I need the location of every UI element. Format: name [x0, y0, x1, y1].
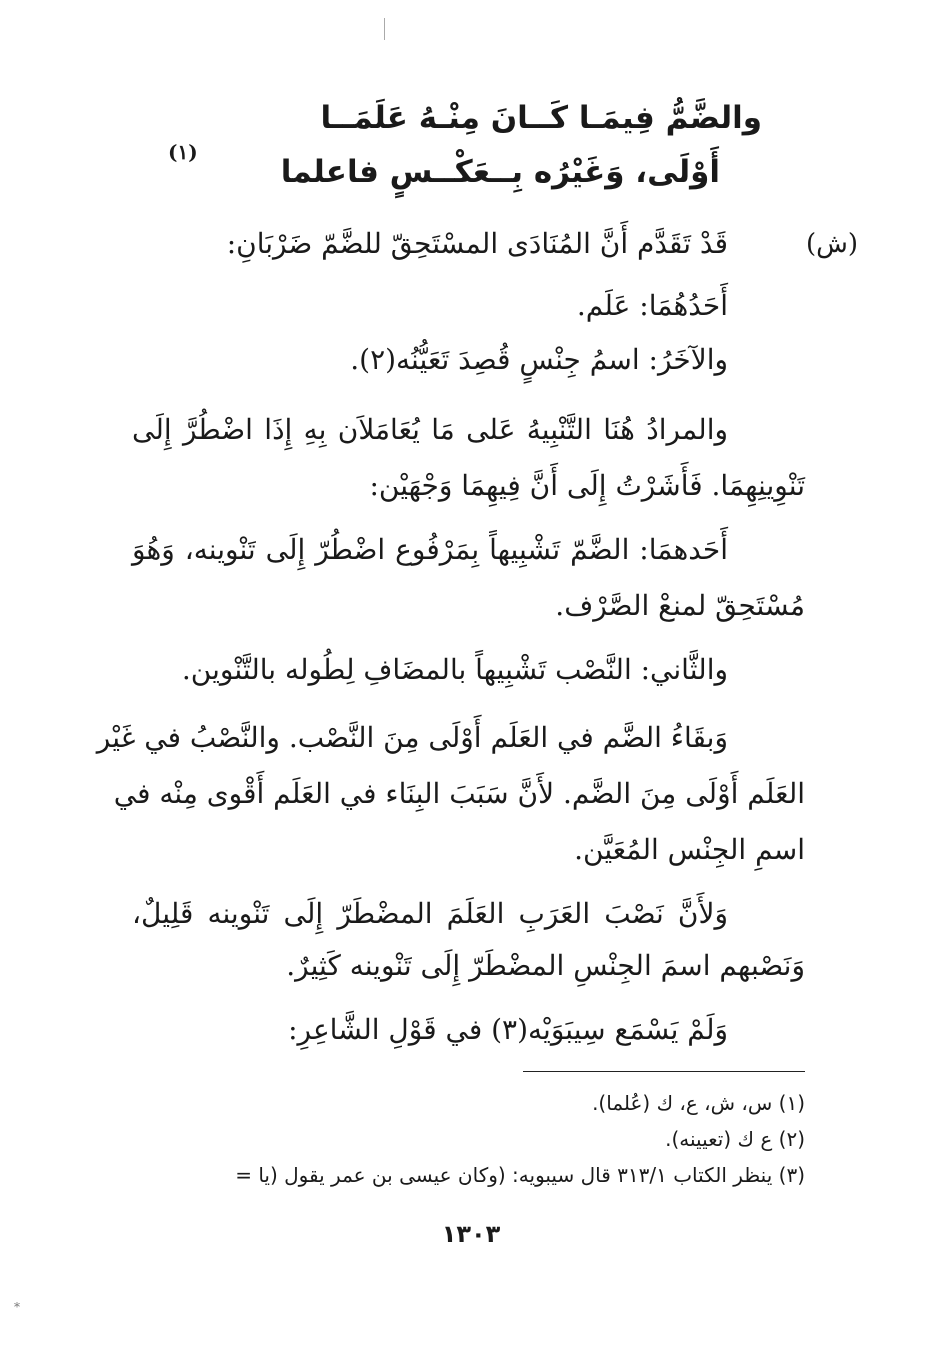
- verse-footnote-ref: (١): [168, 140, 198, 164]
- body-line: قَدْ تَقَدَّم أَنَّ المُنَادَى المسْتَحِقّ للضَّمّ ضَرْبَانِ:: [226, 227, 728, 260]
- page-number: ١٣٠٣: [441, 1220, 501, 1248]
- body-line: وَلأَنَّ نَصْبَ العَرَبِ العَلَمَ المضْطَرّ إِلَى تَنْوينه قَلِيلٌ،: [132, 897, 728, 930]
- footnote-separator: [523, 1071, 805, 1072]
- footnote: (٣) ينظر الكتاب ٣١٣/١ قال سيبويه: (وكان عيسى بن عمر يقول (يا =: [235, 1163, 805, 1187]
- body-line: والثَّاني: النَّصْب تَشْبِيهاً بالمضَافِ لِطُوله بالتَّنْوين.: [181, 653, 728, 686]
- commentary-marker: (ش): [806, 229, 859, 259]
- body-line: اسمِ الجِنْس المُعَيَّن.: [574, 833, 805, 866]
- body-line: العَلَم أَوْلَى مِنَ الضَّم. لأَنَّ سَبَبَ البِنَاء في العَلَم أَقْوى مِنْه في: [113, 777, 805, 810]
- scan-artifact: [384, 18, 385, 40]
- verse-line-2: أَوْلَى، وَغَيْرُه بِــعَكْــسٍ فاعلما: [280, 154, 720, 190]
- footnote: (٢) ع ك (تعيينه).: [665, 1127, 805, 1151]
- body-line: وَبقَاءُ الضَّم في العَلَم أَوْلَى مِنَ النَّصْب. والنَّصْبُ في غَيْر: [96, 721, 728, 754]
- scan-mark: *: [14, 1300, 20, 1314]
- footnote: (١) س، ش، ع، ك (عُلما).: [592, 1091, 805, 1115]
- body-line: أَحَدُهُمَا: عَلَم.: [576, 289, 728, 322]
- body-line: وَنَصْبهم اسمَ الجِنْسِ المضْطَرّ إِلَى تَنْوينه كَثِيرٌ.: [286, 949, 805, 982]
- body-line: تَنْوِينِهِمَا. فَأَشَرْتُ إِلَى أَنَّ فِيهِمَا وَجْهَيْن:: [369, 469, 805, 502]
- body-line: أَحَدهمَا: الضَّمّ تَشْبِيهاً بِمَرْفُوع اضْطُرّ إِلَى تَنْوينه، وَهُوَ: [132, 533, 728, 566]
- verse-line-1: والضَّمُّ فِيمَـا كَــانَ مِنْـهُ عَلَمَــا: [320, 100, 762, 136]
- body-line: والمرادُ هُنَا التَّنْبِيهُ عَلى مَا يُعَامَلاَن بِهِ إِذَا اضْطُرَّ إِلَى: [132, 413, 728, 446]
- body-line: مُسْتَحِقّ لمنعْ الصَّرْف.: [555, 589, 805, 622]
- body-line: والآخَرُ: اسمُ جِنْسٍ قُصِدَ تَعَيُّنُه(٢).: [350, 343, 728, 376]
- body-line: وَلَمْ يَسْمَع سِيبَوَيْه(٣) في قَوْلِ الشَّاعِرِ:: [288, 1013, 728, 1046]
